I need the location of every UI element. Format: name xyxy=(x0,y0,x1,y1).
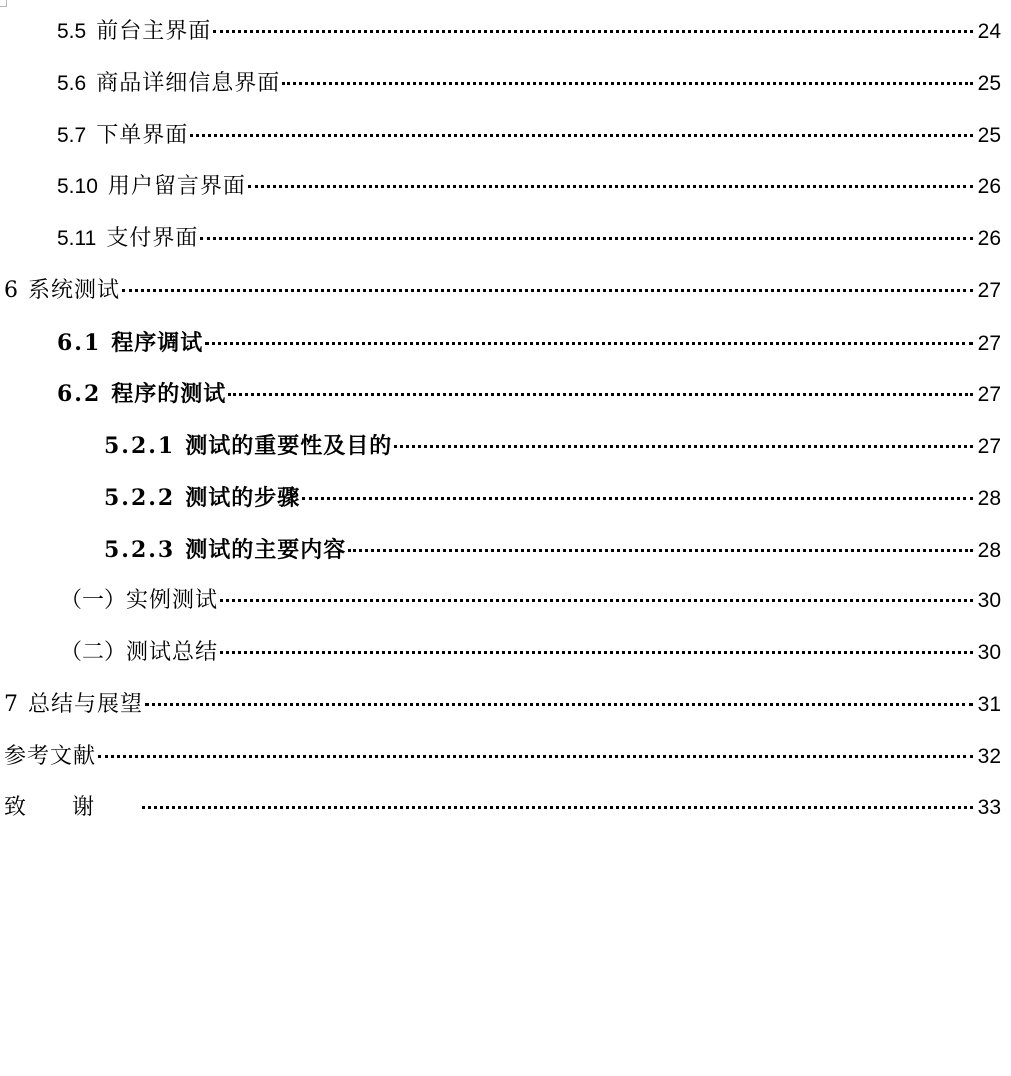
toc-title: 支付界面 xyxy=(106,226,199,251)
toc-number: 6.1 xyxy=(57,329,102,356)
toc-entry-references[interactable] xyxy=(0,739,1001,791)
toc-title: 用户留言界面 xyxy=(107,174,246,200)
toc-title: 实例测试 xyxy=(126,588,219,614)
toc-leader xyxy=(142,806,973,809)
toc-title: 测试的步骤 xyxy=(185,484,301,511)
toc-leader xyxy=(220,599,973,602)
toc-number: 5.5 xyxy=(57,20,87,43)
toc-leader xyxy=(228,393,973,396)
toc-page-number: 26 xyxy=(977,227,1001,250)
toc-title: 测试的主要内容 xyxy=(185,536,347,563)
toc-page-number: 27 xyxy=(977,278,1001,302)
toc-leader xyxy=(220,651,973,654)
toc-leader xyxy=(145,703,973,706)
toc-page-number: 32 xyxy=(977,744,1001,768)
toc-entry-5-2-3[interactable] xyxy=(0,532,1001,584)
toc-title: 总结与展望 xyxy=(28,691,144,717)
toc-entry-5-2-2[interactable] xyxy=(0,480,1001,532)
toc-leader xyxy=(190,134,973,137)
toc-number: 5.2.3 xyxy=(104,536,176,563)
toc-number: 5.2.2 xyxy=(104,484,176,511)
toc-title: 程序的测试 xyxy=(111,381,227,408)
toc-number: 5.10 xyxy=(57,175,98,199)
toc-number: 5.11 xyxy=(57,227,97,250)
toc-title: 参考文献 xyxy=(4,743,97,769)
toc-entry-6[interactable] xyxy=(0,273,1001,325)
toc-entry-5-5[interactable] xyxy=(0,14,1001,66)
toc-leader xyxy=(213,30,973,33)
toc-number: 6.2 xyxy=(57,381,102,408)
toc-title: 测试的重要性及目的 xyxy=(185,433,393,459)
toc-page-number: 24 xyxy=(977,20,1001,43)
toc-entry-5-7[interactable] xyxy=(0,118,1001,170)
toc-leader xyxy=(302,497,973,500)
toc-entry-6-2[interactable] xyxy=(0,376,1001,428)
toc-title: 程序调试 xyxy=(111,329,204,356)
toc-entry-paren-2[interactable] xyxy=(0,635,1001,687)
toc-page-number: 28 xyxy=(977,538,1001,562)
toc-leader xyxy=(205,342,973,345)
toc-leader xyxy=(348,549,973,552)
toc-leader xyxy=(98,755,973,758)
toc-page-number: 33 xyxy=(977,796,1001,820)
toc-number: 7 xyxy=(4,691,18,717)
toc-page-number: 27 xyxy=(977,435,1001,458)
toc-entry-paren-1[interactable] xyxy=(0,583,1001,635)
toc-page-number: 30 xyxy=(977,589,1001,613)
toc-number: 5.6 xyxy=(57,71,87,95)
toc-number: 5.2.1 xyxy=(104,433,176,459)
toc-page-number: 27 xyxy=(977,331,1001,355)
toc-entry-7[interactable] xyxy=(0,687,1001,739)
toc-number: 5.7 xyxy=(57,123,87,147)
toc-number: 6 xyxy=(4,277,18,303)
toc-entry-5-11[interactable] xyxy=(0,221,1001,273)
toc-entry-acknowledgements[interactable] xyxy=(0,790,1001,842)
toc-title: 下单界面 xyxy=(96,122,189,148)
toc-number: （一） xyxy=(60,588,127,614)
toc-leader xyxy=(200,237,973,240)
toc-page-number: 25 xyxy=(977,71,1001,95)
toc-title: 商品详细信息界面 xyxy=(96,70,281,96)
toc-leader xyxy=(394,445,973,448)
toc-page-number: 26 xyxy=(977,175,1001,199)
toc-leader xyxy=(122,289,973,292)
table-of-contents xyxy=(0,14,1001,842)
toc-entry-6-1[interactable] xyxy=(0,325,1001,377)
toc-page-number: 28 xyxy=(977,486,1001,510)
toc-entry-5-2-1[interactable] xyxy=(0,428,1001,480)
toc-leader xyxy=(248,185,973,188)
toc-page-number: 30 xyxy=(977,641,1001,664)
toc-entry-5-10[interactable] xyxy=(0,169,1001,221)
toc-page-number: 27 xyxy=(977,383,1001,407)
toc-page-number: 31 xyxy=(977,692,1001,716)
toc-leader xyxy=(282,82,973,85)
toc-title: 致谢 xyxy=(4,795,141,821)
page-corner-mark xyxy=(0,0,7,7)
toc-title: 系统测试 xyxy=(28,277,121,303)
toc-number: （二） xyxy=(60,640,127,665)
toc-entry-5-6[interactable] xyxy=(0,66,1001,118)
toc-title: 前台主界面 xyxy=(96,19,212,44)
toc-page-number: 25 xyxy=(977,123,1001,147)
toc-title: 测试总结 xyxy=(126,640,219,665)
